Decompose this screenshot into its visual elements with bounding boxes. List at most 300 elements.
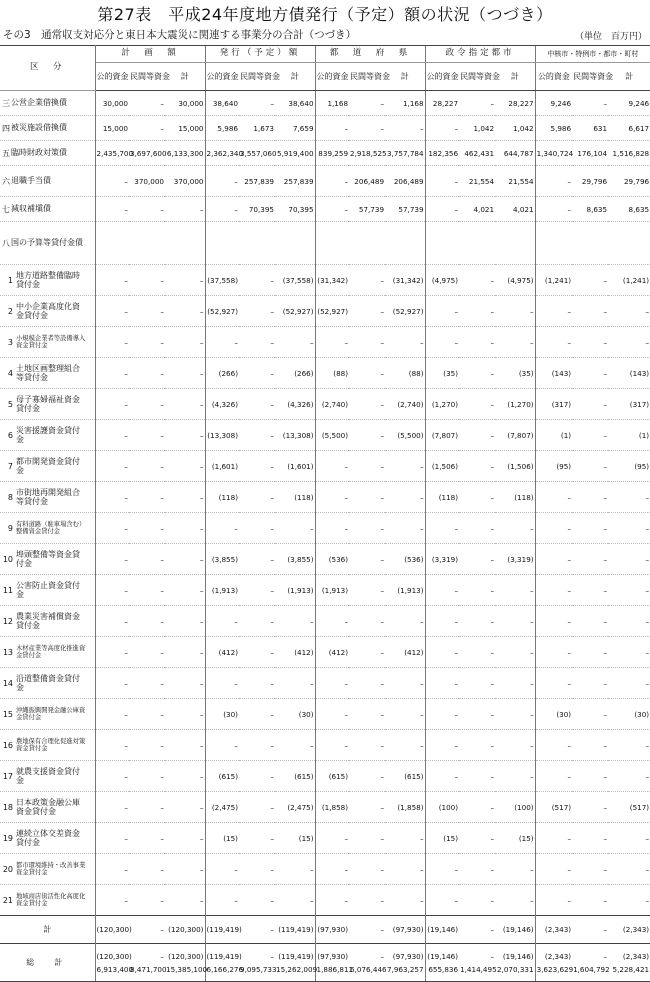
- table-cell: –: [425, 761, 459, 792]
- table-cell: –: [459, 513, 495, 544]
- table-cell: –: [535, 885, 572, 916]
- row-index: 四: [2, 123, 10, 133]
- subcol-header: 計: [165, 63, 205, 91]
- row-label-text: 有料道路（駐車場含む）整備資金貸付金: [16, 520, 86, 535]
- table-cell: –: [129, 482, 165, 513]
- table-cell: (13,308): [205, 420, 239, 451]
- table-cell: (7,807): [495, 420, 535, 451]
- group-header-designated-cities: 政令指定都市: [425, 46, 535, 63]
- table-cell: (119,419): [205, 916, 239, 944]
- grand-total-cell: [165, 944, 208, 982]
- table-cell: –: [165, 513, 205, 544]
- row-index: 6: [7, 430, 13, 440]
- row-label-text: 就農支援資金貸付金: [16, 766, 80, 785]
- table-cell: 1,340,724: [535, 141, 572, 166]
- table-cell: –: [95, 575, 129, 606]
- table-row: [0, 420, 650, 451]
- table-cell: –: [239, 792, 275, 823]
- table-cell: –: [95, 885, 129, 916]
- table-cell: (536): [315, 544, 349, 575]
- table-row: [0, 166, 650, 197]
- table-cell: (1,506): [495, 451, 535, 482]
- table-cell: –: [315, 730, 349, 761]
- table-cell: (1,913): [315, 575, 349, 606]
- table-cell: –: [165, 637, 205, 668]
- row-index: 三: [2, 98, 10, 108]
- grand-total-bottom-value: 7,963,257: [386, 964, 424, 974]
- grand-total-top-value: (120,300): [96, 951, 132, 961]
- table-cell: –: [129, 197, 165, 222]
- table-cell: (15): [495, 823, 535, 854]
- table-body: [0, 91, 650, 982]
- row-index: 2: [7, 306, 13, 316]
- table-cell: –: [95, 606, 129, 637]
- table-cell: [425, 222, 459, 265]
- table-cell: –: [385, 116, 425, 141]
- row-index: 七: [2, 204, 10, 214]
- table-cell: (412): [275, 637, 315, 668]
- group-header-prefectures: 都 道 府 県: [315, 46, 425, 63]
- table-cell: –: [349, 116, 385, 141]
- grand-total-cell: [425, 944, 459, 982]
- table-cell: –: [95, 451, 129, 482]
- grand-total-cell: [535, 944, 572, 982]
- table-cell: 462,431: [459, 141, 495, 166]
- table-cell: 3,697,600: [129, 141, 165, 166]
- table-cell: –: [572, 699, 608, 730]
- table-cell: 30,000: [165, 91, 205, 116]
- table-row: [0, 513, 650, 544]
- row-label: [0, 327, 95, 358]
- table-cell: –: [425, 730, 459, 761]
- table-row: [0, 141, 650, 166]
- row-index: 13: [2, 647, 13, 657]
- table-cell: –: [165, 451, 205, 482]
- table-cell: –: [315, 854, 349, 885]
- table-row: [0, 222, 650, 265]
- table-cell: –: [95, 854, 129, 885]
- row-index: 19: [2, 833, 13, 843]
- table-cell: –: [572, 575, 608, 606]
- table-cell: –: [572, 358, 608, 389]
- grand-total-bottom-value: 8,471,700: [130, 964, 167, 974]
- table-cell: –: [608, 327, 650, 358]
- table-cell: –: [165, 544, 205, 575]
- table-cell: –: [385, 668, 425, 699]
- table-cell: –: [535, 513, 572, 544]
- table-cell: –: [572, 885, 608, 916]
- table-cell: –: [425, 327, 459, 358]
- table-cell: (2,475): [205, 792, 239, 823]
- table-cell: –: [572, 296, 608, 327]
- subcol-header: 計: [385, 63, 425, 91]
- row-index: 16: [2, 740, 13, 750]
- table-cell: –: [165, 197, 205, 222]
- table-cell: –: [315, 513, 349, 544]
- row-label: [0, 699, 95, 730]
- row-label-text: 退職手当債: [11, 176, 51, 186]
- grand-total-label: 総 計: [0, 944, 95, 982]
- table-cell: (95): [608, 451, 650, 482]
- table-cell: (3,855): [205, 544, 239, 575]
- row-label-text: 農業災害補償資金貸付金: [16, 611, 80, 630]
- table-cell: –: [129, 358, 165, 389]
- table-cell: (88): [385, 358, 425, 389]
- table-cell: –: [315, 327, 349, 358]
- subcol-header: 公的資金: [95, 63, 129, 91]
- table-row: [0, 358, 650, 389]
- table-cell: –: [129, 761, 165, 792]
- table-cell: –: [95, 699, 129, 730]
- table-cell: (52,927): [205, 296, 239, 327]
- table-row: [0, 116, 650, 141]
- table-row: [0, 197, 650, 222]
- table-cell: [315, 222, 349, 265]
- table-cell: –: [385, 451, 425, 482]
- table-cell: –: [349, 823, 385, 854]
- subcol-header: 公的資金: [425, 63, 459, 91]
- table-cell: –: [385, 854, 425, 885]
- table-cell: –: [239, 575, 275, 606]
- row-label-text: 都市環境維持・改善事業資金貸付金: [16, 861, 86, 876]
- grand-total-cell: [315, 944, 354, 982]
- table-cell: –: [165, 854, 205, 885]
- table-cell: –: [165, 699, 205, 730]
- table-cell: –: [572, 389, 608, 420]
- table-cell: –: [129, 544, 165, 575]
- table-cell: –: [275, 327, 315, 358]
- table-cell: –: [385, 730, 425, 761]
- row-label: [0, 823, 95, 854]
- table-cell: (2,740): [385, 389, 425, 420]
- table-cell: –: [95, 197, 129, 222]
- table-cell: (2,475): [275, 792, 315, 823]
- table-cell: (1,241): [608, 265, 650, 296]
- grand-total-top-value: –: [380, 951, 385, 961]
- table-cell: –: [349, 792, 385, 823]
- subcol-header: 公的資金: [205, 63, 239, 91]
- table-cell: –: [425, 296, 459, 327]
- table-row: [0, 575, 650, 606]
- table-cell: –: [165, 482, 205, 513]
- table-cell: 15,000: [165, 116, 205, 141]
- table-cell: –: [425, 854, 459, 885]
- table-cell: (412): [385, 637, 425, 668]
- kubun-header: 区 分: [0, 46, 95, 91]
- grand-total-cell: [459, 944, 495, 982]
- table-cell: –: [275, 730, 315, 761]
- table-cell: –: [165, 327, 205, 358]
- table-cell: –: [205, 513, 239, 544]
- table-cell: –: [535, 730, 572, 761]
- table-cell: (118): [205, 482, 239, 513]
- table-cell: 4,021: [459, 197, 495, 222]
- table-cell: –: [572, 91, 608, 116]
- row-label-text: 小規模企業者等設備導入資金貸付金: [16, 334, 86, 349]
- table-cell: –: [239, 699, 275, 730]
- table-cell: –: [572, 606, 608, 637]
- table-cell: –: [495, 575, 535, 606]
- grand-total-cell: [129, 944, 165, 982]
- table-cell: –: [495, 668, 535, 699]
- table-cell: 4,021: [495, 197, 535, 222]
- table-cell: 176,104: [572, 141, 608, 166]
- table-cell: –: [129, 606, 165, 637]
- table-cell: –: [495, 699, 535, 730]
- table-cell: 57,739: [385, 197, 425, 222]
- table-cell: (266): [205, 358, 239, 389]
- table-cell: (52,927): [275, 296, 315, 327]
- table-cell: –: [459, 637, 495, 668]
- row-label: [0, 91, 95, 116]
- row-label: [0, 730, 95, 761]
- table-cell: –: [425, 606, 459, 637]
- table-cell: –: [385, 482, 425, 513]
- table-cell: –: [95, 482, 129, 513]
- table-cell: –: [459, 885, 495, 916]
- table-cell: –: [239, 730, 275, 761]
- table-cell: 8,635: [608, 197, 650, 222]
- table-cell: –: [495, 513, 535, 544]
- table-row: [0, 544, 650, 575]
- table-cell: (143): [535, 358, 572, 389]
- grand-total-top-value: (97,930): [317, 951, 349, 961]
- table-cell: 257,839: [275, 166, 315, 197]
- table-cell: 2,362,340: [205, 141, 239, 166]
- table-cell: –: [205, 668, 239, 699]
- table-row: [0, 761, 650, 792]
- row-index: 11: [2, 585, 13, 595]
- row-index: 10: [2, 554, 13, 564]
- table-cell: (15): [205, 823, 239, 854]
- row-label: [0, 166, 95, 197]
- table-cell: –: [95, 166, 129, 197]
- table-cell: –: [95, 420, 129, 451]
- table-cell: –: [535, 823, 572, 854]
- table-cell: (30): [275, 699, 315, 730]
- table-cell: –: [459, 296, 495, 327]
- table-cell: [205, 222, 239, 265]
- row-label-text: 沖縄振興開発金融公庫資金貸付金: [16, 706, 86, 721]
- row-index: 1: [7, 275, 13, 285]
- subcol-header: 民間等資金: [572, 63, 608, 91]
- grand-total-bottom-value: 1,886,811: [316, 964, 354, 974]
- table-cell: (1,506): [425, 451, 459, 482]
- row-label: [0, 792, 95, 823]
- table-cell: (536): [385, 544, 425, 575]
- table-cell: (1,270): [495, 389, 535, 420]
- grand-total-cell: [572, 944, 608, 982]
- grand-total-bottom-value: 6,076,446: [350, 964, 387, 974]
- table-cell: –: [572, 482, 608, 513]
- table-cell: –: [385, 699, 425, 730]
- table-cell: –: [385, 606, 425, 637]
- table-cell: (3,319): [425, 544, 459, 575]
- table-row: [0, 730, 650, 761]
- table-cell: 9,246: [535, 91, 572, 116]
- table-cell: –: [239, 513, 275, 544]
- table-cell: 5,986: [205, 116, 239, 141]
- table-cell: (37,558): [205, 265, 239, 296]
- table-cell: –: [495, 730, 535, 761]
- table-cell: –: [129, 854, 165, 885]
- table-cell: (97,930): [385, 916, 425, 944]
- table-cell: –: [129, 116, 165, 141]
- table-cell: –: [205, 885, 239, 916]
- table-cell: 15,000: [95, 116, 129, 141]
- table-cell: 5,919,400: [275, 141, 315, 166]
- table-row: [0, 606, 650, 637]
- table-cell: –: [425, 166, 459, 197]
- grand-total-bottom-value: 15,262,009: [276, 964, 318, 974]
- table-cell: –: [129, 265, 165, 296]
- table-cell: –: [572, 327, 608, 358]
- table-cell: –: [129, 668, 165, 699]
- table-cell: (95): [535, 451, 572, 482]
- table-cell: –: [495, 327, 535, 358]
- row-label-text: 臨時財政対策債: [11, 148, 67, 158]
- row-label-text: 地方道路整備臨時貸付金: [16, 270, 80, 289]
- table-cell: (52,927): [315, 296, 349, 327]
- table-cell: –: [315, 482, 349, 513]
- table-cell: –: [459, 544, 495, 575]
- table-cell: –: [608, 606, 650, 637]
- table-cell: –: [239, 265, 275, 296]
- table-cell: (143): [608, 358, 650, 389]
- row-label-text: 災害援護資金貸付金: [16, 425, 80, 444]
- unit-label: （単位 百万円）: [574, 32, 647, 42]
- table-cell: –: [129, 792, 165, 823]
- table-cell: 28,227: [425, 91, 459, 116]
- row-label: [0, 637, 95, 668]
- table-cell: (100): [425, 792, 459, 823]
- table-cell: –: [205, 327, 239, 358]
- table-cell: (1): [535, 420, 572, 451]
- row-label: [0, 854, 95, 885]
- row-index: 15: [2, 709, 13, 719]
- table-cell: –: [129, 327, 165, 358]
- table-cell: (15): [275, 823, 315, 854]
- table-cell: –: [95, 668, 129, 699]
- group-header-municipalities: 中核市・特例市・都市・町村: [535, 46, 650, 63]
- table-cell: –: [608, 513, 650, 544]
- row-index: 5: [7, 399, 13, 409]
- table-cell: –: [349, 668, 385, 699]
- table-cell: [349, 222, 385, 265]
- table-cell: –: [315, 885, 349, 916]
- grand-total-top-value: (120,300): [168, 951, 204, 961]
- table-cell: (30): [608, 699, 650, 730]
- table-cell: –: [95, 761, 129, 792]
- table-cell: [572, 222, 608, 265]
- table-cell: [459, 222, 495, 265]
- table-cell: –: [535, 197, 572, 222]
- row-label: [0, 116, 95, 141]
- grand-total-top-value: –: [490, 951, 495, 961]
- table-cell: –: [239, 544, 275, 575]
- row-index: 18: [2, 802, 13, 812]
- row-index: 20: [2, 864, 13, 874]
- table-cell: –: [165, 730, 205, 761]
- table-cell: –: [425, 699, 459, 730]
- grand-total-top-value: (2,343): [544, 951, 572, 961]
- row-label-text: 農地保有合理化促進対策資金貸付金: [16, 737, 86, 752]
- table-cell: –: [349, 482, 385, 513]
- table-cell: –: [349, 420, 385, 451]
- table-cell: (1,601): [275, 451, 315, 482]
- grand-total-cell: [349, 944, 385, 982]
- table-cell: –: [425, 513, 459, 544]
- table-cell: –: [129, 420, 165, 451]
- table-cell: (13,308): [275, 420, 315, 451]
- table-cell: 2,918,525: [349, 141, 385, 166]
- table-cell: –: [239, 389, 275, 420]
- grand-total-bottom-value: 5,228,421: [612, 964, 650, 974]
- table-cell: –: [535, 668, 572, 699]
- table-cell: –: [95, 327, 129, 358]
- table-cell: –: [165, 606, 205, 637]
- table-cell: –: [425, 116, 459, 141]
- table-cell: (517): [608, 792, 650, 823]
- row-label-text: 連続立体交差資金貸付金: [16, 828, 80, 847]
- grand-total-cell: [239, 944, 275, 982]
- table-cell: –: [95, 296, 129, 327]
- table-cell: –: [239, 761, 275, 792]
- row-label: [0, 513, 95, 544]
- table-cell: –: [239, 327, 275, 358]
- row-label-text: 日本政策金融公庫資金貸付金: [16, 797, 80, 816]
- row-label-text: 沿道整備資金貸付金: [16, 673, 80, 692]
- table-cell: –: [572, 854, 608, 885]
- table-cell: (4,975): [495, 265, 535, 296]
- table-cell: (31,342): [315, 265, 349, 296]
- table-cell: [535, 222, 572, 265]
- table-cell: –: [165, 389, 205, 420]
- table-cell: –: [205, 854, 239, 885]
- table-cell: 28,227: [495, 91, 535, 116]
- grand-total-row: [0, 944, 650, 982]
- table-cell: –: [239, 885, 275, 916]
- table-cell: 1,168: [315, 91, 349, 116]
- table-cell: –: [495, 761, 535, 792]
- table-cell: –: [459, 358, 495, 389]
- row-label-text: 国の予算等貸付金債: [11, 238, 83, 248]
- row-index: 12: [2, 616, 13, 626]
- table-cell: –: [315, 116, 349, 141]
- table-cell: –: [349, 544, 385, 575]
- table-cell: 370,000: [165, 166, 205, 197]
- grand-total-cell: [495, 944, 535, 982]
- table-cell: –: [349, 358, 385, 389]
- grand-total-bottom-value: 3,623,629: [536, 964, 574, 974]
- table-cell: –: [165, 668, 205, 699]
- table-row: [0, 296, 650, 327]
- table-cell: –: [95, 358, 129, 389]
- row-label-text: 被災施設借換債: [11, 123, 67, 133]
- table-cell: 7,659: [275, 116, 315, 141]
- row-label-text: 中小企業高度化資金貸付金: [16, 301, 80, 320]
- table-cell: –: [425, 668, 459, 699]
- row-label: [0, 141, 95, 166]
- row-label: [0, 575, 95, 606]
- table-cell: (2,343): [608, 916, 650, 944]
- table-cell: –: [459, 482, 495, 513]
- table-cell: [95, 222, 129, 265]
- table-cell: (3,855): [275, 544, 315, 575]
- table-cell: –: [572, 730, 608, 761]
- table-cell: [165, 222, 205, 265]
- table-cell: (118): [495, 482, 535, 513]
